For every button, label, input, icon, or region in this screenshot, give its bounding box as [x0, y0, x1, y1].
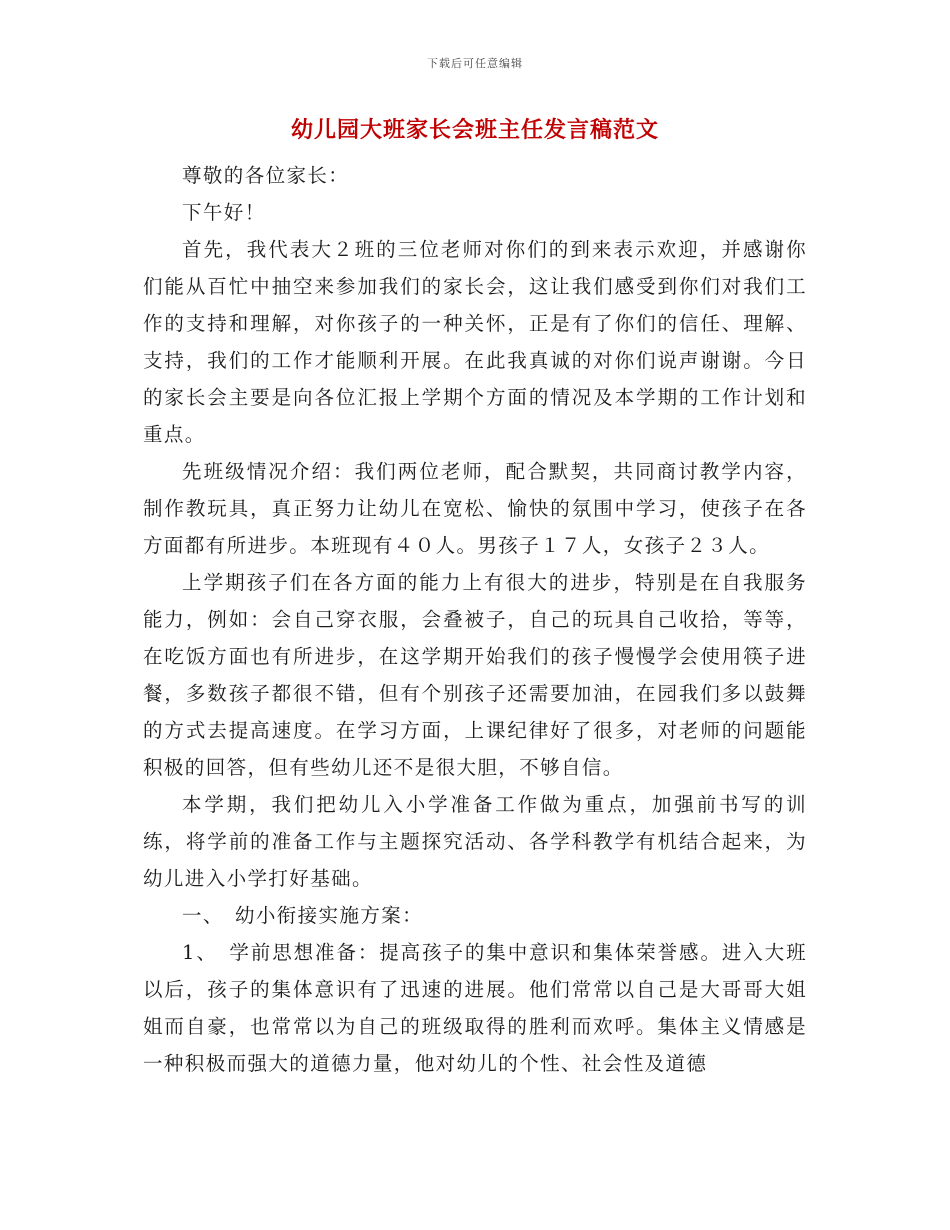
- greeting-afternoon: 下午好！: [182, 201, 266, 224]
- paragraph-ideological-preparation: 1、 学前思想准备：提高孩子的集中意识和集体荣誉感。进入大班以后，孩子的集体意识有了迅速的进展。他们常常以自己是大哥哥大姐姐而自豪，也常常以为自己的班级取得的胜利而欢呼。集体主义情感是一种积极而强大的道德力量，他对幼儿的个性、社会性及道德: [143, 941, 807, 1075]
- greeting-salutation: 尊敬的各位家长：: [182, 164, 350, 187]
- section-heading-transition-plan: 一、 幼小衔接实施方案：: [182, 904, 424, 927]
- document-title: 幼儿园大班家长会班主任发言稿范文: [290, 117, 659, 143]
- paragraph-this-semester: 本学期，我们把幼儿入小学准备工作做为重点，加强前书写的训练，将学前的准备工作与主题探究活动、各学科教学有机结合起来，为幼儿进入小学打好基础。: [143, 793, 807, 890]
- paragraph-class-intro: 先班级情况介绍：我们两位老师，配合默契，共同商讨教学内容，制作教玩具，真正努力让幼儿在宽松、愉快的氛围中学习，使孩子在各方面都有所进步。本班现有４０人。男孩子１７人，女孩子２３人。: [143, 460, 807, 557]
- paragraph-welcome: 首先，我代表大２班的三位老师对你们的到来表示欢迎，并感谢你们能从百忙中抽空来参加我们的家长会，这让我们感受到你们对我们工作的支持和理解，对你孩子的一种关怀，正是有了你们的信任、理解、支持，我们的工作才能顺利开展。在此我真诚的对你们说声谢谢。今日的家长会主要是向各位汇报上学期个方面的情况及本学期的工作计划和重点。: [143, 238, 807, 446]
- document-body: [143, 157, 807, 1082]
- paragraph-last-semester: 上学期孩子们在各方面的能力上有很大的进步，特别是在自我服务能力，例如：会自己穿衣服，会叠被子，自己的玩具自己收拾，等等，在吃饭方面也有所进步，在这学期开始我们的孩子慢慢学会使用筷子进餐，多数孩子都很不错，但有个别孩子还需要加油，在园我们多以鼓舞的方式去提高速度。在学习方面，上课纪律好了很多，对老师的问题能积极的回答，但有些幼儿还不是很大胆，不够自信。: [143, 571, 807, 779]
- header-note: 下载后可任意编辑: [427, 57, 523, 70]
